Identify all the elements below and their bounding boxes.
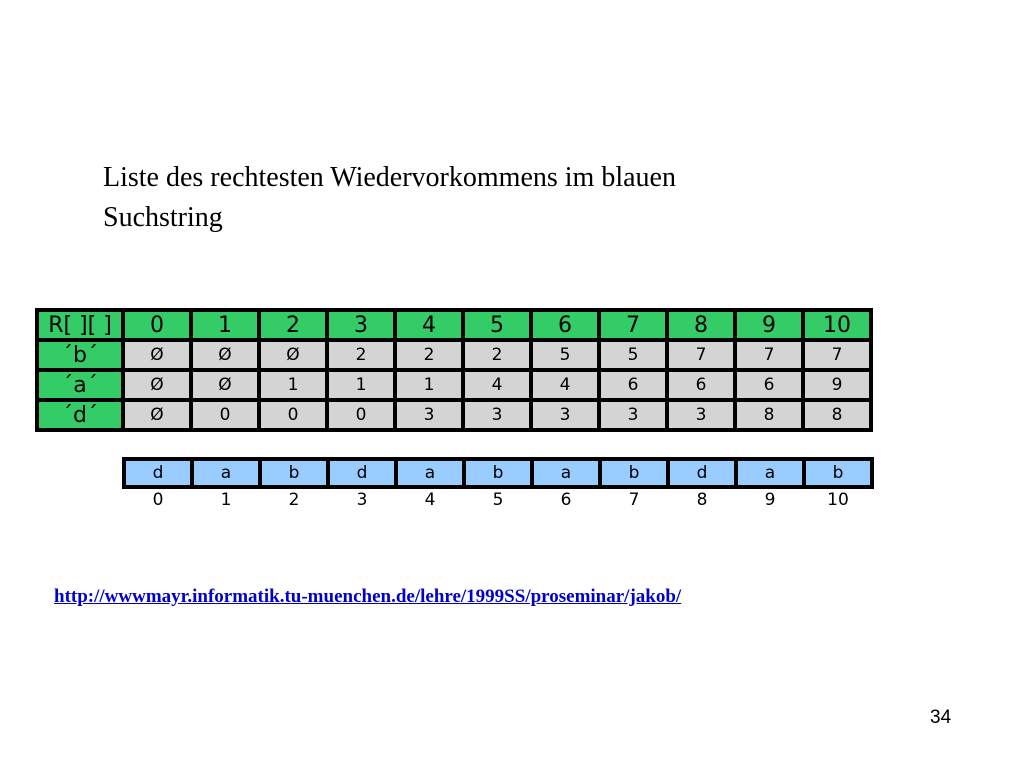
search-string-table <box>122 457 874 489</box>
index-label: 4 <box>424 490 436 510</box>
source-link[interactable]: http://wwwmayr.informatik.tu-muenchen.de/lehre/1999SS/proseminar/jakob/ <box>54 586 682 607</box>
column-header: 2 <box>261 312 325 338</box>
table-cell: 2 <box>465 342 529 368</box>
index-label: 7 <box>628 490 640 510</box>
table-cell: 1 <box>261 372 325 398</box>
table-cell: 6 <box>669 372 733 398</box>
table-cell: 6 <box>601 372 665 398</box>
column-header: 5 <box>465 312 529 338</box>
search-string-char: b <box>262 461 326 485</box>
column-header: 0 <box>125 312 189 338</box>
table-cell: 1 <box>329 372 393 398</box>
table-cell: 9 <box>805 372 869 398</box>
table-corner-label: R[ ][ ] <box>39 312 121 338</box>
index-label: 9 <box>764 490 776 510</box>
table-cell: Ø <box>125 372 189 398</box>
table-cell: 6 <box>737 372 801 398</box>
search-string-char: a <box>534 461 598 485</box>
column-header: 10 <box>805 312 869 338</box>
search-string-char: d <box>670 461 734 485</box>
table-cell: Ø <box>125 402 189 428</box>
table-cell: Ø <box>193 342 257 368</box>
index-label: 5 <box>492 490 504 510</box>
table-row <box>39 402 869 428</box>
table-cell: 4 <box>465 372 529 398</box>
slide-title <box>103 158 863 238</box>
search-string-char: b <box>602 461 666 485</box>
table-cell: Ø <box>125 342 189 368</box>
index-label: 1 <box>220 490 232 510</box>
row-header: ´b´ <box>39 342 121 368</box>
table-cell: 3 <box>533 402 597 428</box>
index-label: 0 <box>152 490 164 510</box>
table-cell: 3 <box>397 402 461 428</box>
table-cell: Ø <box>193 372 257 398</box>
page-number: 34 <box>930 707 952 728</box>
slide-title-line-2: Suchstring <box>103 202 223 233</box>
table-cell: 4 <box>533 372 597 398</box>
table-cell: 3 <box>601 402 665 428</box>
table-header-row <box>39 312 869 338</box>
table-cell: 3 <box>465 402 529 428</box>
table-cell: 8 <box>805 402 869 428</box>
table-cell: 5 <box>601 342 665 368</box>
table-cell: 2 <box>397 342 461 368</box>
column-header: 7 <box>601 312 665 338</box>
table-cell: 1 <box>397 372 461 398</box>
search-string-char: a <box>398 461 462 485</box>
search-string-char: d <box>330 461 394 485</box>
index-label: 2 <box>288 490 300 510</box>
search-string-char: a <box>738 461 802 485</box>
column-header: 3 <box>329 312 393 338</box>
table-cell: 8 <box>737 402 801 428</box>
table-cell: 7 <box>805 342 869 368</box>
table-cell: Ø <box>261 342 325 368</box>
search-string-char: d <box>126 461 190 485</box>
table-cell: 7 <box>669 342 733 368</box>
column-header: 1 <box>193 312 257 338</box>
column-header: 8 <box>669 312 733 338</box>
search-string-row <box>126 461 870 485</box>
slide-title-line-1: Liste des rechtesten Wiedervorkommens im blauen <box>103 162 676 193</box>
rightmost-occurrence-table <box>35 308 873 432</box>
search-string-char: b <box>466 461 530 485</box>
index-label: 10 <box>827 490 849 510</box>
column-header: 6 <box>533 312 597 338</box>
index-label: 8 <box>696 490 708 510</box>
row-header: ´a´ <box>39 372 121 398</box>
column-header: 9 <box>737 312 801 338</box>
table-cell: 5 <box>533 342 597 368</box>
search-string-char: a <box>194 461 258 485</box>
search-string-indices <box>122 490 870 510</box>
index-label: 6 <box>560 490 572 510</box>
table-cell: 0 <box>193 402 257 428</box>
table-cell: 3 <box>669 402 733 428</box>
table-cell: 7 <box>737 342 801 368</box>
index-label: 3 <box>356 490 368 510</box>
table-row <box>39 342 869 368</box>
table-row <box>39 372 869 398</box>
table-cell: 0 <box>261 402 325 428</box>
column-header: 4 <box>397 312 461 338</box>
row-header: ´d´ <box>39 402 121 428</box>
table-cell: 2 <box>329 342 393 368</box>
search-string-char: b <box>806 461 870 485</box>
table-cell: 0 <box>329 402 393 428</box>
